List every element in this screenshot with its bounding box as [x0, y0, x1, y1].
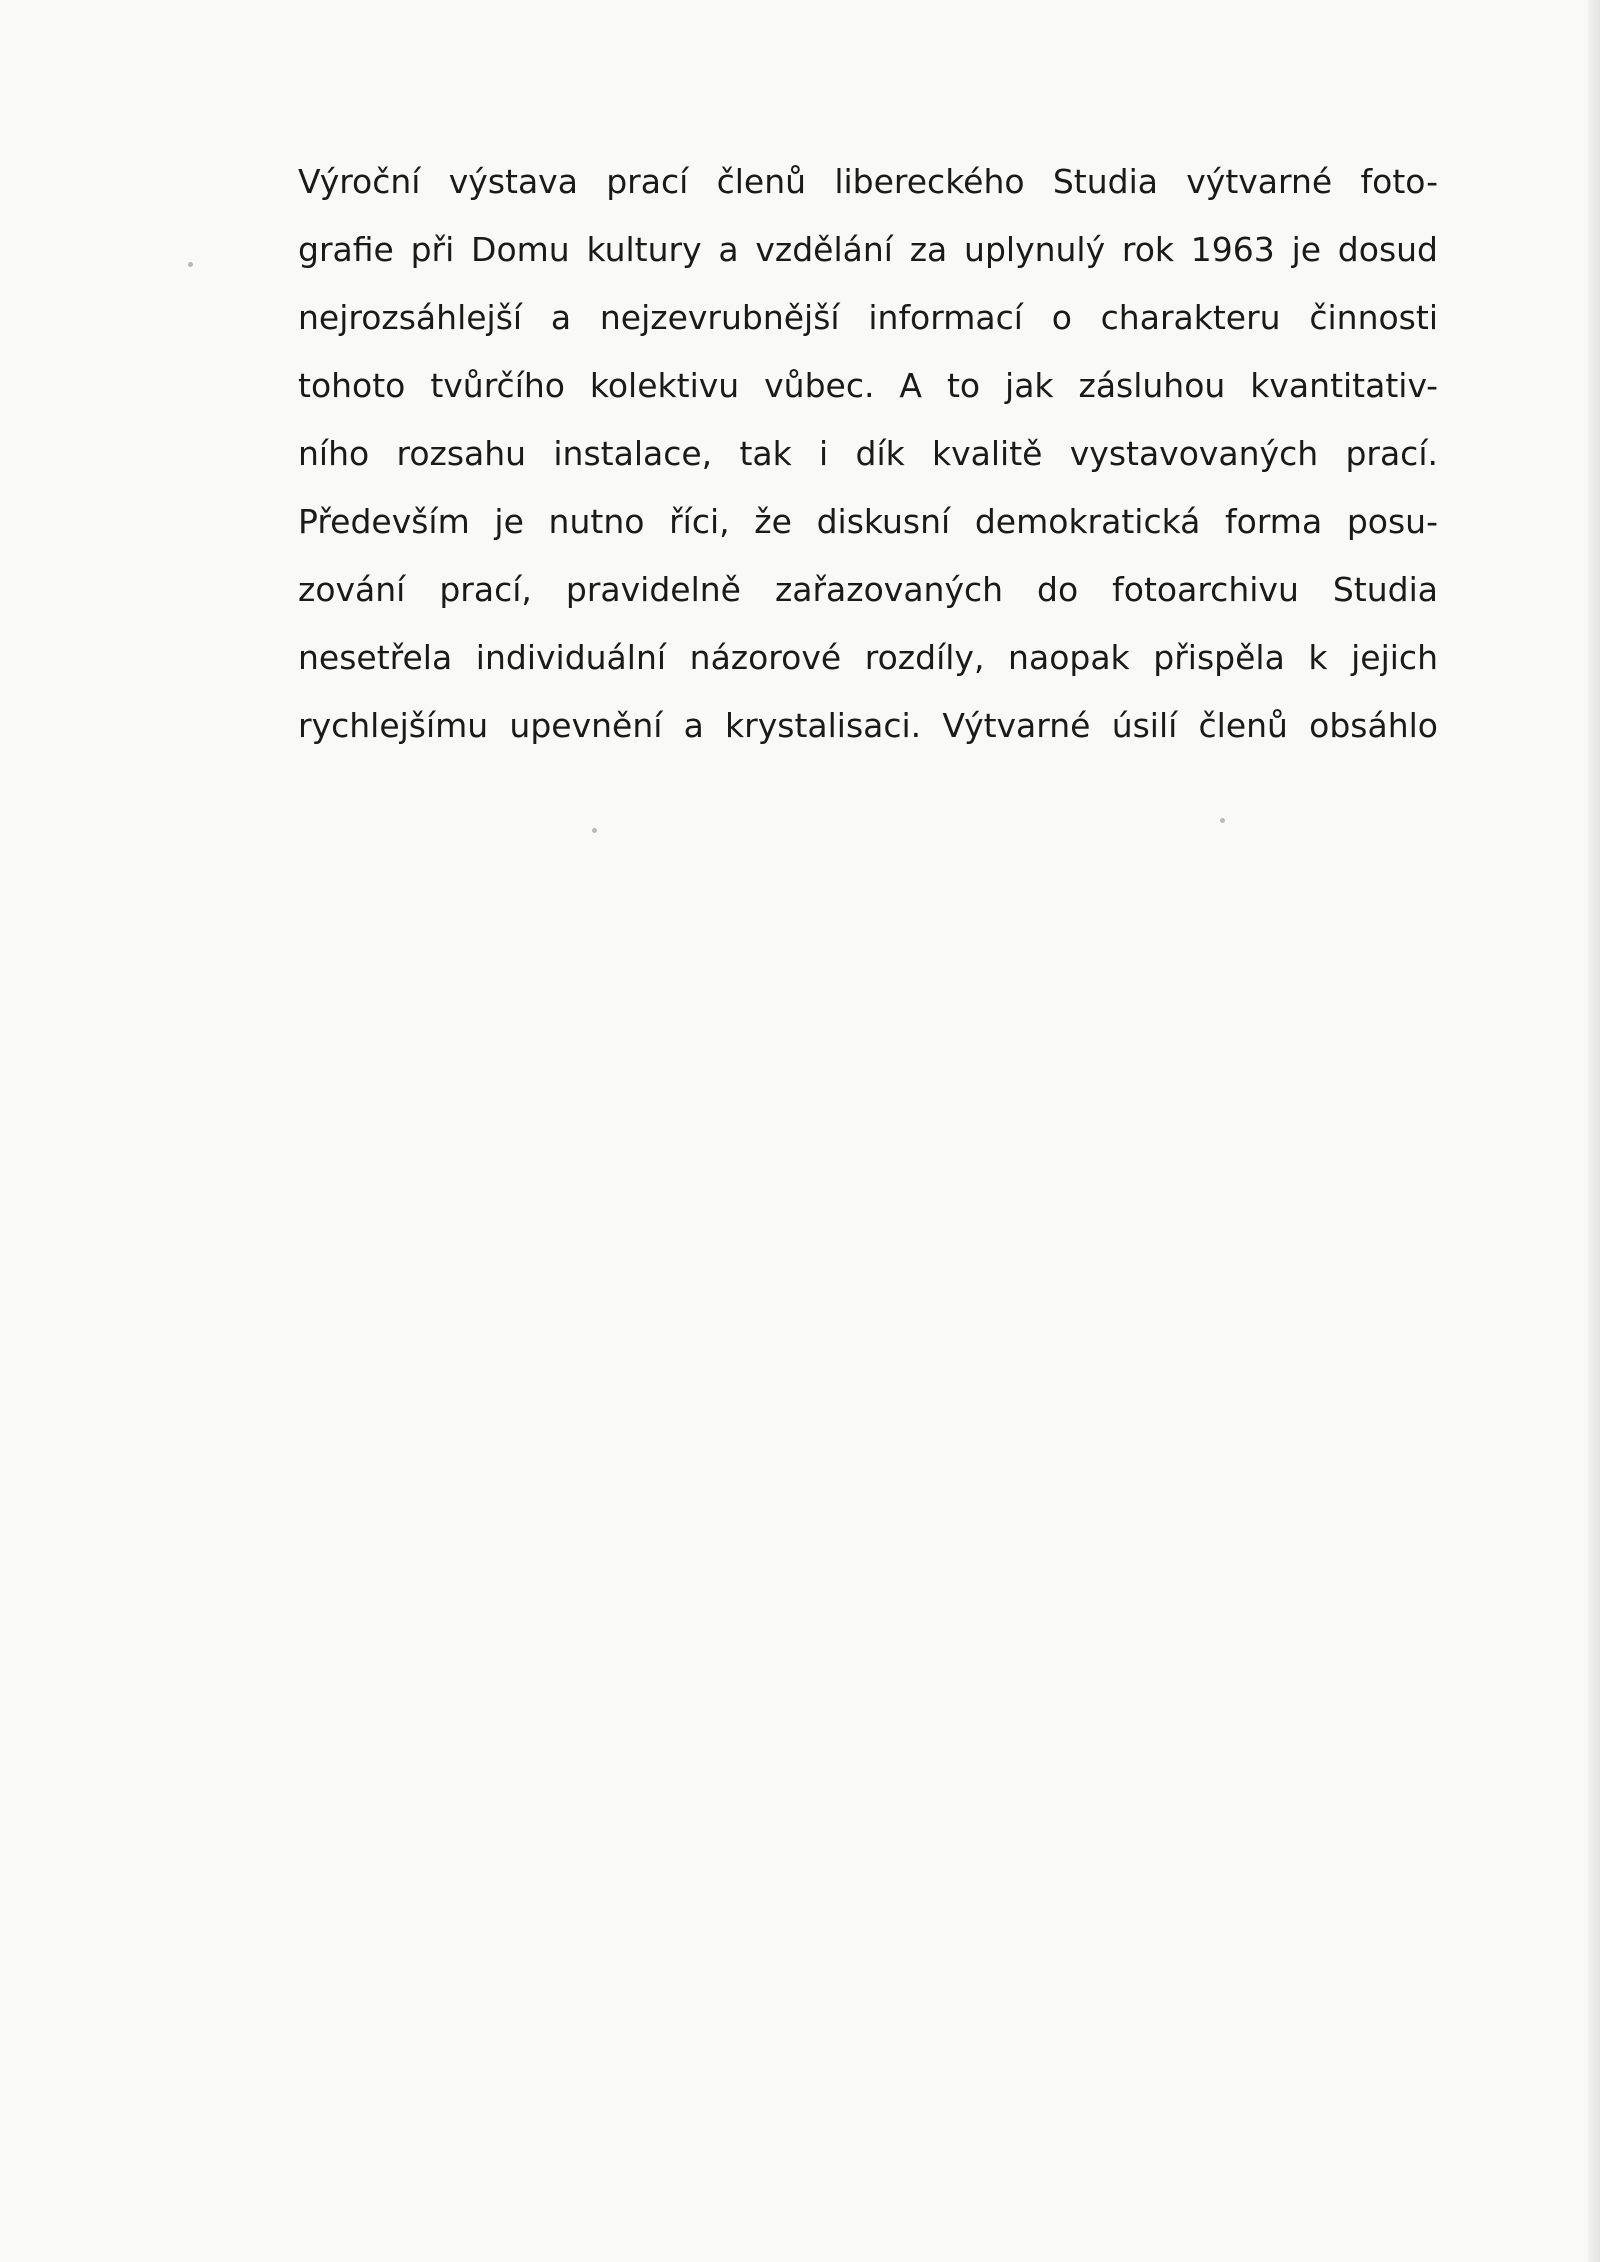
- text-line: Především je nutno říci, že diskusní demokratická forma posu-: [298, 502, 1438, 541]
- paper-speck: [188, 262, 193, 267]
- text-line: nejrozsáhlejší a nejzevrubnější informací o charakteru činnosti: [298, 298, 1438, 337]
- text-line: ního rozsahu instalace, tak i dík kvalitě vystavovaných prací.: [298, 434, 1438, 473]
- text-line: zování prací, pravidelně zařazovaných do fotoarchivu Studia: [298, 570, 1438, 609]
- text-line: nesetřela individuální názorové rozdíly, naopak přispěla k jejich: [298, 638, 1438, 677]
- text-line: tohoto tvůrčího kolektivu vůbec. A to jak zásluhou kvantitativ-: [298, 366, 1438, 405]
- text-line: grafie při Domu kultury a vzdělání za uplynulý rok 1963 je dosud: [298, 230, 1438, 269]
- text-line: Výroční výstava prací členů libereckého Studia výtvarné foto-: [298, 162, 1438, 201]
- paper-speck: [592, 828, 597, 833]
- page-edge: [1588, 0, 1600, 2262]
- text-line: rychlejšímu upevnění a krystalisaci. Výtvarné úsilí členů obsáhlo: [298, 706, 1438, 745]
- paper-speck: [1220, 818, 1225, 823]
- body-text: [298, 148, 1438, 760]
